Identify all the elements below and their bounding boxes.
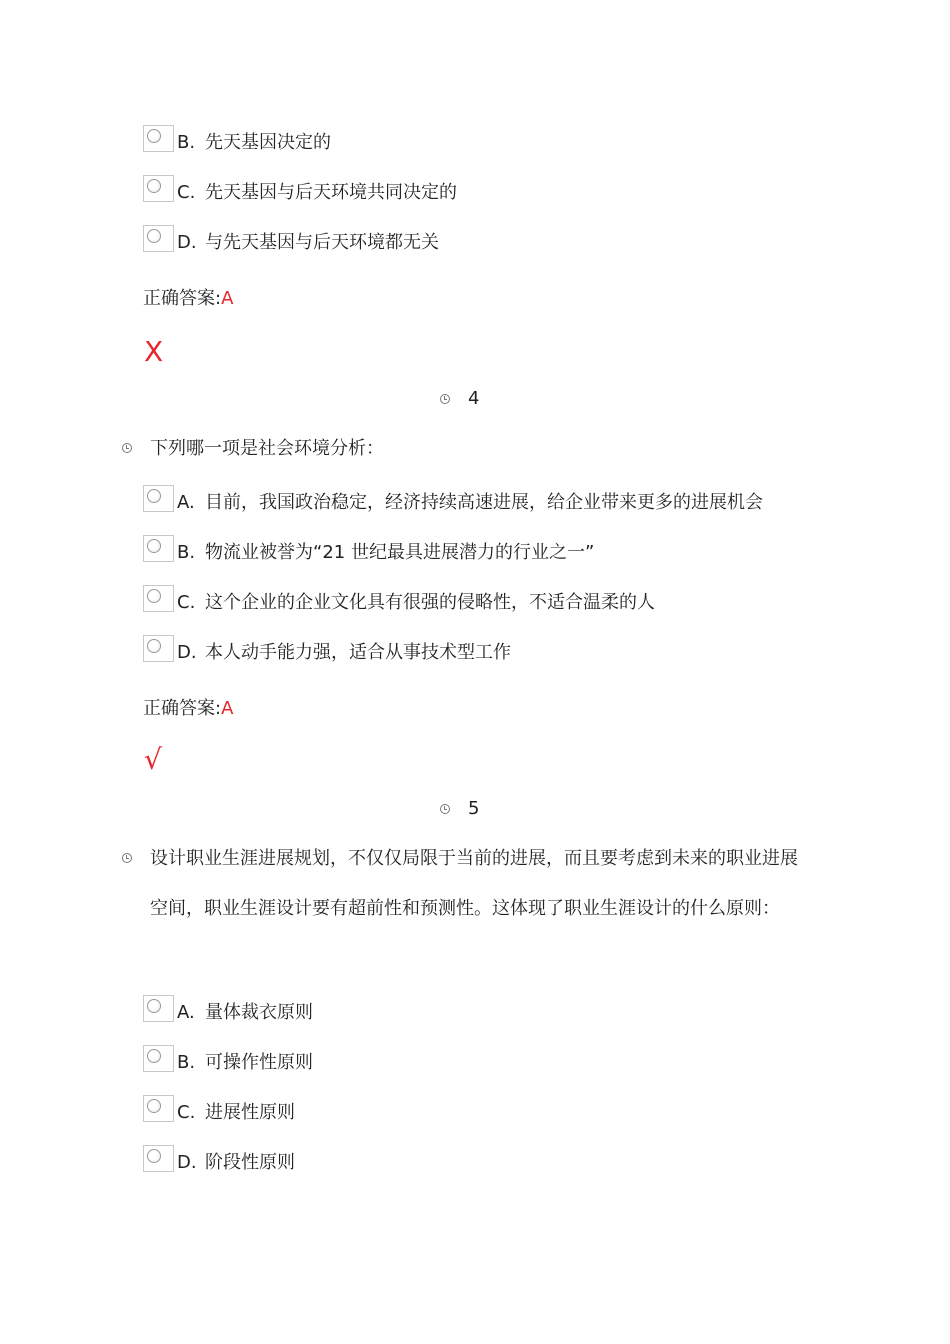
answer-value: A [221,288,234,309]
q4-result-mark-icon: √ [144,743,162,776]
option-letter: C. [177,592,196,613]
option-text: 阶段性原则 [205,1152,295,1173]
clock-icon [440,394,450,404]
radio-button-icon[interactable] [143,535,174,562]
option-text: 先天基因决定的 [205,132,331,153]
radio-button-icon[interactable] [143,485,174,512]
radio-button-icon[interactable] [143,635,174,662]
q3-result-mark-icon: X [144,335,164,368]
option-text: 量体裁衣原则 [205,1002,313,1023]
radio-button-icon[interactable] [143,175,174,202]
question-text: 下列哪一项是社会环境分析： [150,438,384,459]
q5-question [122,834,807,934]
option-text: 物流业被誉为“21 世纪最具进展潜力的行业之一” [205,542,595,563]
radio-button-icon[interactable] [143,585,174,612]
option-letter: C. [177,182,196,203]
option-letter: A. [177,1002,195,1023]
radio-button-icon[interactable] [143,1145,174,1172]
option-letter: C. [177,1102,196,1123]
option-letter: D. [177,642,197,663]
option-text: 可操作性原则 [205,1052,313,1073]
clock-icon [440,804,450,814]
option-text: 这个企业的企业文化具有很强的侵略性，不适合温柔的人 [205,592,655,613]
option-letter: B. [177,1052,196,1073]
radio-button-icon[interactable] [143,1045,174,1072]
option-letter: D. [177,1152,197,1173]
radio-button-icon[interactable] [143,995,174,1022]
q3-correct-answer [143,287,233,311]
option-letter: D. [177,232,197,253]
answer-value: A [221,698,234,719]
clock-icon [122,443,132,453]
question-number: 4 [468,388,480,409]
answer-label: 正确答案: [143,698,222,719]
option-text: 与先天基因与后天环境都无关 [205,232,439,253]
q4-number [440,387,479,411]
option-letter: B. [177,542,196,563]
q4-correct-answer [143,697,233,721]
q5-number [440,797,479,821]
answer-label: 正确答案: [143,288,222,309]
option-text: 进展性原则 [205,1102,295,1123]
radio-button-icon[interactable] [143,225,174,252]
option-text: 先天基因与后天环境共同决定的 [205,182,457,203]
q4-question [122,424,822,474]
question-text: 设计职业生涯进展规划，不仅仅局限于当前的进展，而且要考虑到未来的职业进展空间，职业生涯设计要有超前性和预测性。这体现了职业生涯设计的什么原则： [150,848,798,919]
option-text: 本人动手能力强，适合从事技术型工作 [205,642,511,663]
clock-icon [122,853,132,863]
option-letter: B. [177,132,196,153]
option-text: 目前，我国政治稳定，经济持续高速进展，给企业带来更多的进展机会 [205,492,763,513]
radio-button-icon[interactable] [143,125,174,152]
option-letter: A. [177,492,195,513]
question-number: 5 [468,798,480,819]
radio-button-icon[interactable] [143,1095,174,1122]
